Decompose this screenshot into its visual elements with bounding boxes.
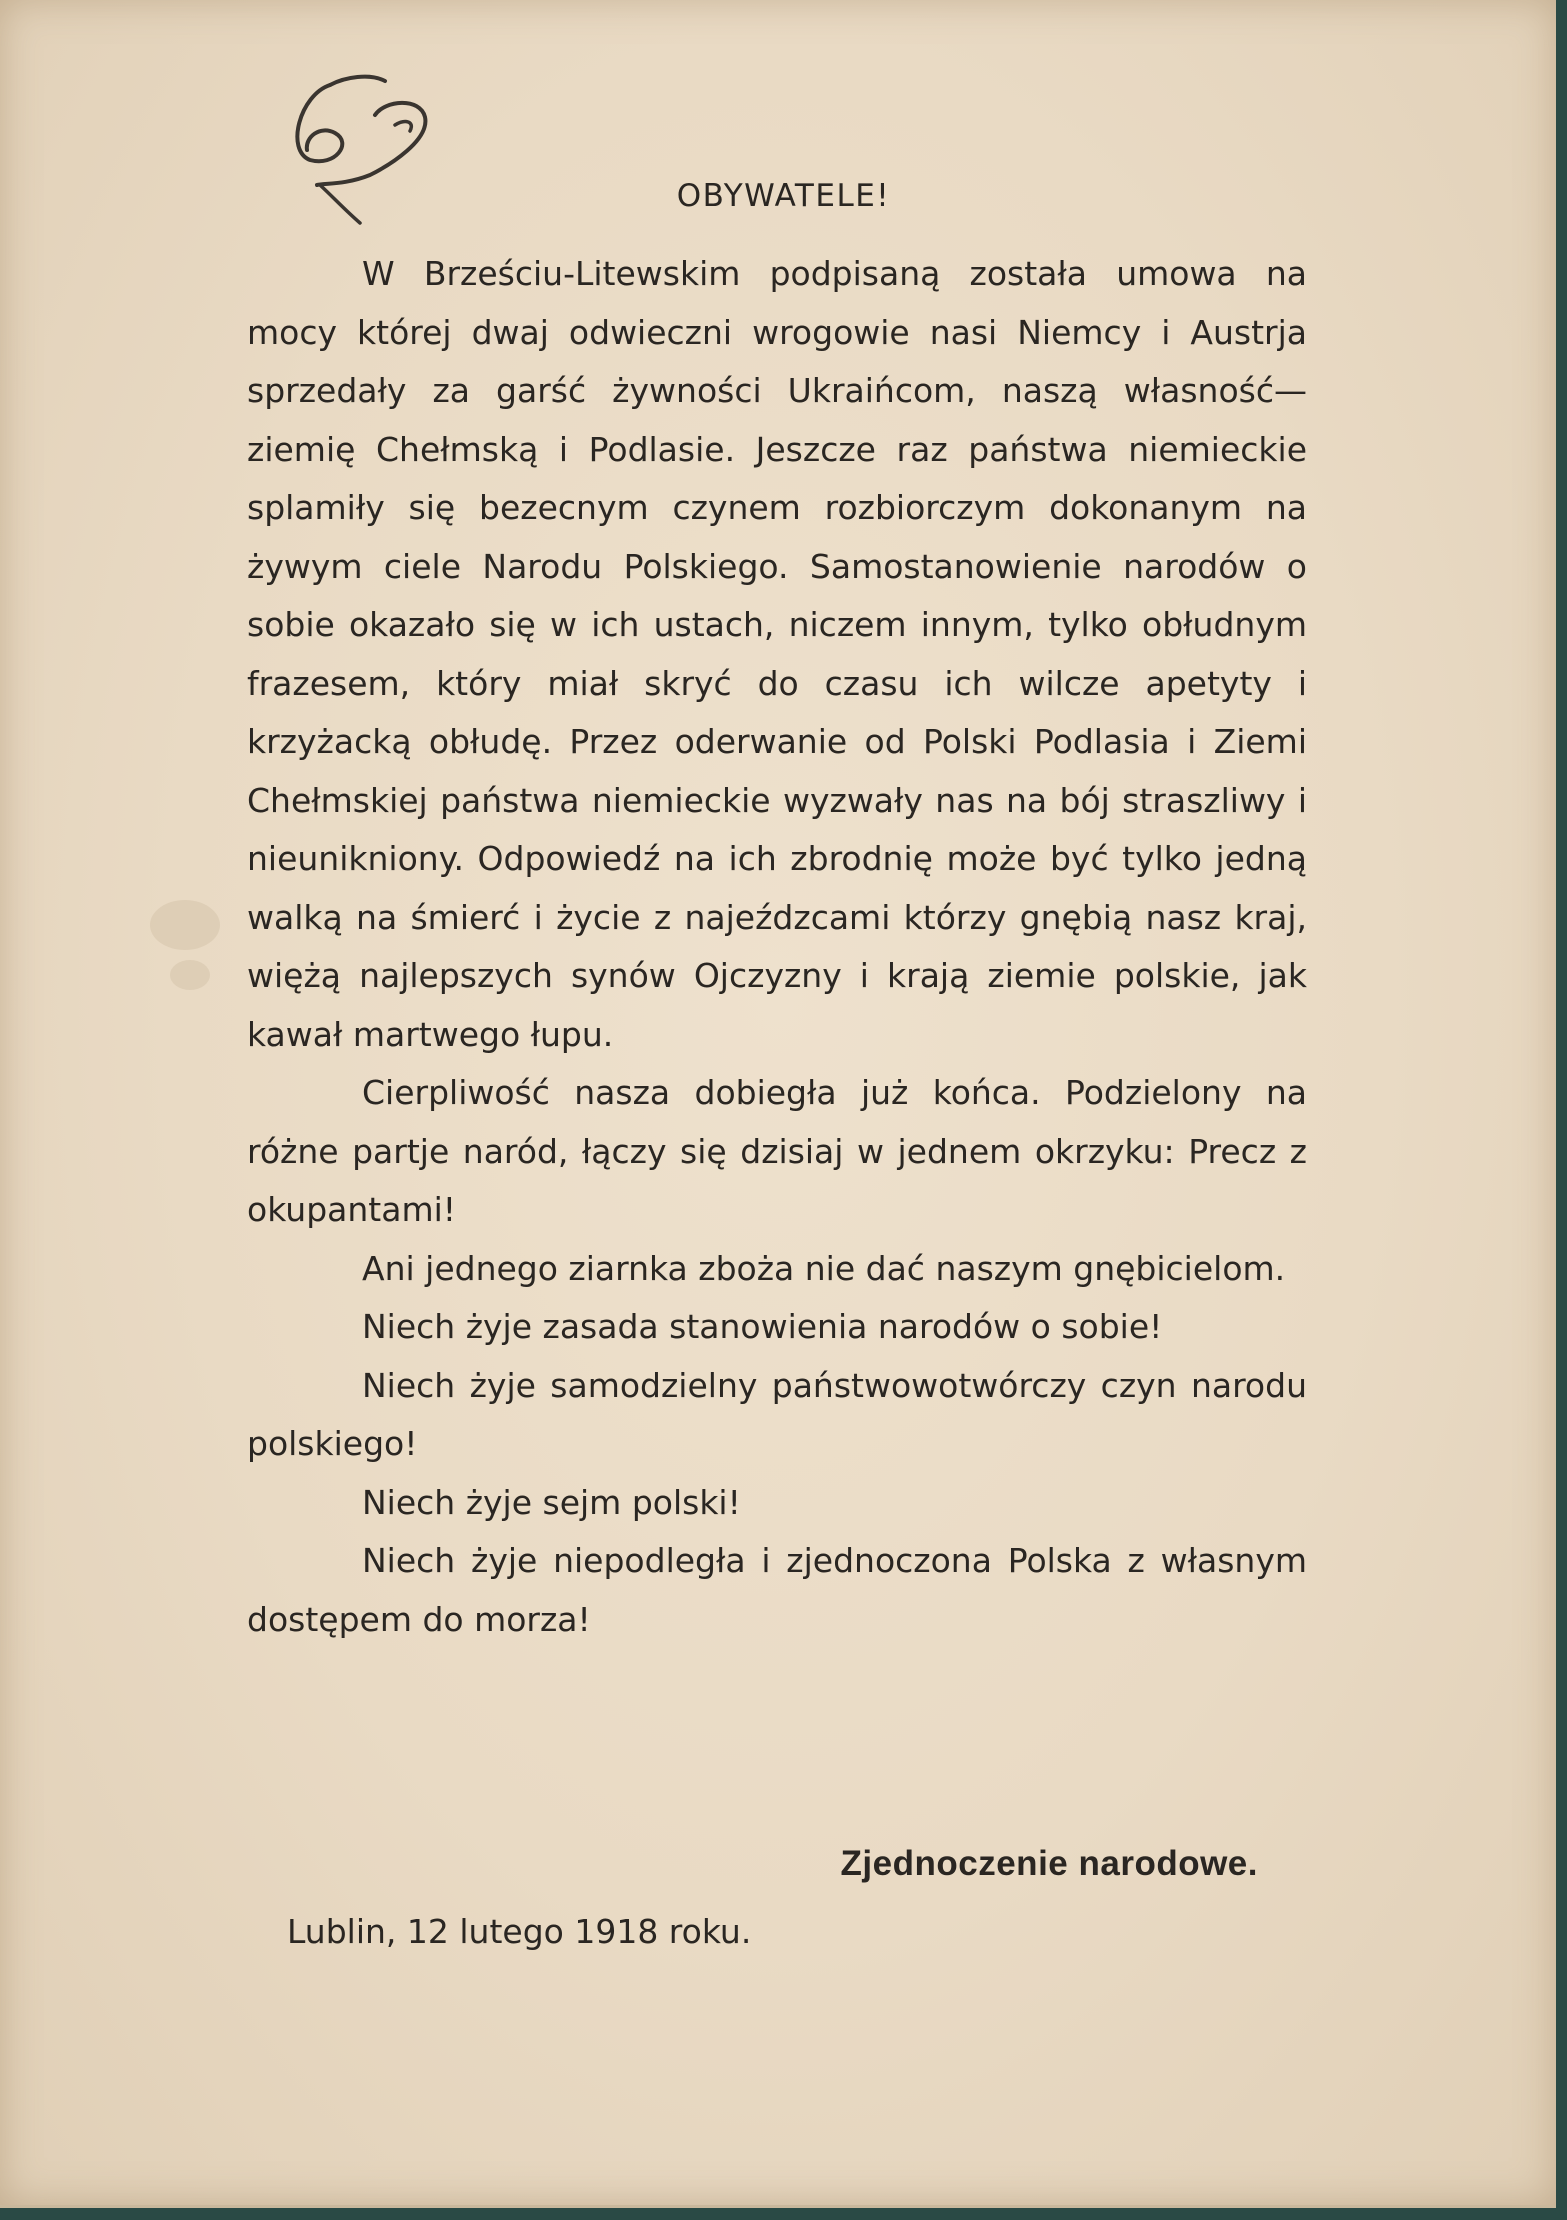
paper-stain (170, 960, 210, 990)
signature: Zjednoczenie narodowe. (840, 1844, 1258, 1883)
paragraph: Niech żyje zasada stanowienia narodów o sobie! (362, 1307, 1163, 1346)
paragraph: Ani jednego ziarnka zboża nie dać naszym gnębicielom. (362, 1248, 1286, 1288)
paragraph: Cierpliwość nasza dobiegła już końca. Podzielony na różne partje naród, łączy się dzisiaj w jednem okrzyku: Precz z okupantami! (247, 1073, 1307, 1229)
paragraph: Niech żyje samodzielny państwowotwórczy czyn narodu polskiego! (247, 1365, 1307, 1463)
document-heading: OBYWATELE! (676, 178, 891, 214)
paragraph: Niech żyje niepodległa i zjednoczona Polska z własnym dostępem do morza! (247, 1541, 1307, 1639)
paper-stain (150, 900, 220, 950)
paragraph: W Brześciu-Litewskim podpisaną została umowa na mocy której dwaj odwieczni wrogowie nasi Niemcy i Austrja sprzedały za garść żywności Ukraińcom, naszą własność—ziemię Chełmską i Podlasie. Jeszcze raz państwa niemieckie splamiły się bezecnym czynem rozbiorczym dokonanym na żywym ciele Narodu Polskiego. Samostanowienie narodów o sobie okazało się w ich ustach, niczem innym, tylko obłudnym frazesem, który miał skryć do czasu ich wilcze apetyty i krzyżacką obłudę. Przez oderwanie od Polski Podlasia i Ziemi Chełmskiej państwa niemieckie wyzwały nas na bój straszliwy i nieunikniony. Odpowiedź na ich zbrodnię może być tylko jedną walką na śmierć i życie z najeźdzcami którzy gnębią nasz kraj, więżą najlepszych synów Ojczyzny i krają ziemie polskie, jak kawał martwego łupu. (247, 254, 1307, 1054)
dateline: Lublin, 12 lutego 1918 roku. (287, 1912, 752, 1951)
document-body (247, 245, 1307, 1649)
paragraph: Niech żyje sejm polski! (362, 1482, 741, 1522)
